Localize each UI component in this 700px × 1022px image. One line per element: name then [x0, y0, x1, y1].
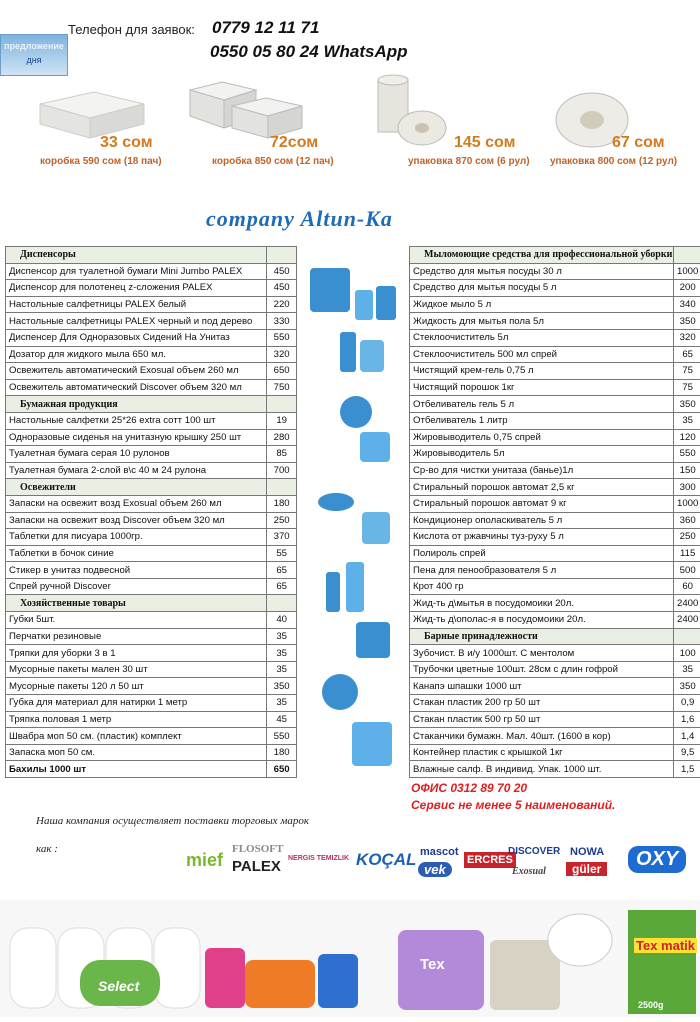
item-name: Настольные салфетницы PALEX черный и под дерево — [6, 313, 267, 330]
table-row — [6, 628, 297, 645]
table-row — [410, 462, 700, 479]
item-name: Ср-во для чистки унитаза (банье)1л — [410, 462, 674, 479]
footer-brand-select: Select — [98, 978, 139, 994]
table-row — [410, 396, 700, 413]
table-row — [410, 612, 700, 629]
item-name: Жировыводитель 5л — [410, 446, 674, 463]
brands-kak: как : — [36, 843, 58, 855]
paper-roll-image — [372, 72, 452, 148]
item-name: Пена для пенообразователя 5 л — [410, 562, 674, 579]
item-price: 300 — [674, 479, 700, 496]
table-row — [410, 529, 700, 546]
item-name: Освежитель автоматический Exosual объем 260 мл — [6, 363, 267, 380]
item-price: 350 — [674, 396, 700, 413]
item-name: Стеклоочиститель 500 мл спрей — [410, 346, 674, 363]
item-name: Губки 5шт. — [6, 612, 267, 629]
table-row — [6, 329, 297, 346]
item-price: 150 — [674, 462, 700, 479]
table-row — [6, 429, 297, 446]
item-price: 280 — [267, 429, 297, 446]
item-price: 35 — [674, 661, 700, 678]
item-name: Канапэ шпашки 1000 шт — [410, 678, 674, 695]
office-phone: ОФИС 0312 89 70 20 — [411, 781, 527, 795]
item-name: Туалетная бумага 2-слой в\с 40 м 24 рулона — [6, 462, 267, 479]
brand-flosoft: FLOSOFT — [232, 843, 283, 855]
item-name: Настольные салфетницы PALEX белый — [6, 296, 267, 313]
table-row — [6, 280, 297, 297]
item-name: Диспенсер Для Одноразовых Сидений На Унитаз — [6, 329, 267, 346]
section-header — [6, 595, 297, 612]
item-name: Крот 400 гр — [410, 578, 674, 595]
footer-brand-tex: Tex — [420, 956, 445, 973]
brand-oxy: OXY — [628, 846, 686, 873]
item-price: 350 — [674, 678, 700, 695]
item-name: Мусорные пакеты 120 л 50 шт — [6, 678, 267, 695]
table-row — [410, 329, 700, 346]
item-price: 65 — [267, 578, 297, 595]
right-price-table — [409, 246, 700, 778]
item-name: Диспенсор для полотенец z-сложения PALEX — [6, 280, 267, 297]
table-row — [6, 379, 297, 396]
item-price: 360 — [674, 512, 700, 529]
item-name: Жид-ть д\ополас-я в посудомоики 20л. — [410, 612, 674, 629]
item-name: Настольные салфетки 25*26 extra сотт 100 шт — [6, 412, 267, 429]
brand-mief: mief — [186, 850, 223, 871]
left-price-table — [5, 246, 297, 778]
table-row — [410, 280, 700, 297]
table-row — [410, 711, 700, 728]
item-name: Диспенсор для туалетной бумаги Mini Jumbo PALEX — [6, 263, 267, 280]
table-row — [410, 446, 700, 463]
item-name: Стакан пластик 500 гр 50 шт — [410, 711, 674, 728]
cleaning-supplies-icons — [300, 262, 406, 782]
table-row — [410, 263, 700, 280]
item-price: 1,6 — [674, 711, 700, 728]
product-4-price: 67 сом — [612, 134, 665, 152]
table-row — [410, 495, 700, 512]
item-name: Стиральный порошок автомат 2,5 кг — [410, 479, 674, 496]
item-name: Жидкое мыло 5 л — [410, 296, 674, 313]
table-row — [410, 479, 700, 496]
brand-kocal: KOÇAL — [356, 850, 416, 870]
item-name: Стаканчики бумажн. Мал. 40шт. (1600 в кор) — [410, 728, 674, 745]
item-price: 700 — [267, 462, 297, 479]
item-price: 370 — [267, 529, 297, 546]
item-name: Тряпки для уборки 3 в 1 — [6, 645, 267, 662]
section-price-empty — [674, 628, 700, 645]
item-price: 550 — [267, 329, 297, 346]
section-price-empty — [267, 247, 297, 264]
brand-mascot: mascot — [420, 846, 459, 858]
table-row — [410, 562, 700, 579]
brand-palex: PALEX — [232, 858, 281, 875]
section-title: Барные принадлежности — [410, 628, 674, 645]
item-name: Зубочист. В и/у 1000шт. С ментолом — [410, 645, 674, 662]
product-1-note: коробка 590 сом (18 пач) — [40, 156, 162, 167]
item-price: 19 — [267, 412, 297, 429]
table-row — [6, 678, 297, 695]
item-price: 330 — [267, 313, 297, 330]
table-row — [410, 346, 700, 363]
table-row — [6, 412, 297, 429]
table-row — [410, 645, 700, 662]
item-price: 35 — [267, 661, 297, 678]
item-name: Жид-ть д\мытья в посудомоики 20л. — [410, 595, 674, 612]
item-name: Таблетки в бочок синие — [6, 545, 267, 562]
item-price: 45 — [267, 711, 297, 728]
item-name: Влажные салф. В индивид. Упак. 1000 шт. — [410, 761, 674, 778]
item-price: 75 — [674, 363, 700, 380]
item-name: Кислота от ржавчины туз-руху 5 л — [410, 529, 674, 546]
footer-products-illustration — [0, 900, 700, 1017]
phone-number-2: 0550 05 80 24 WhatsApp — [210, 42, 407, 62]
table-row — [410, 578, 700, 595]
table-row — [6, 446, 297, 463]
table-row — [6, 462, 297, 479]
item-name: Швабра моп 50 см. (пластик) комплект — [6, 728, 267, 745]
item-price: 60 — [674, 578, 700, 595]
item-name: Дозатор для жидкого мыла 650 мл. — [6, 346, 267, 363]
table-row — [410, 661, 700, 678]
item-price: 220 — [267, 296, 297, 313]
table-row — [6, 263, 297, 280]
item-name: Жидкость для мытья пола 5л — [410, 313, 674, 330]
item-price: 450 — [267, 263, 297, 280]
item-price: 250 — [267, 512, 297, 529]
section-header — [6, 247, 297, 264]
section-title: Мыломоющие средства для профессиональной уборки — [410, 247, 674, 264]
item-price: 350 — [267, 678, 297, 695]
item-name: Освежитель автоматический Discover объем 320 мл — [6, 379, 267, 396]
item-price: 550 — [674, 446, 700, 463]
product-1-price: 33 сом — [100, 134, 153, 152]
table-row — [6, 761, 297, 778]
table-row — [6, 346, 297, 363]
table-row — [410, 728, 700, 745]
product-illustrations — [300, 262, 406, 782]
table-row — [410, 595, 700, 612]
product-3-note: упаковка 870 сом (6 рул) — [408, 156, 530, 167]
brand-exosual: Exosual — [512, 866, 546, 877]
item-price: 650 — [267, 363, 297, 380]
item-price: 450 — [267, 280, 297, 297]
table-row — [6, 695, 297, 712]
item-price: 85 — [267, 446, 297, 463]
table-row — [410, 429, 700, 446]
item-price: 250 — [674, 529, 700, 546]
item-price: 0,9 — [674, 695, 700, 712]
section-header — [410, 628, 700, 645]
brands-intro: Наша компания осуществляет поставки торговых марок — [36, 815, 309, 827]
item-price: 2400 — [674, 612, 700, 629]
product-napkins — [32, 82, 152, 142]
section-price-empty — [267, 595, 297, 612]
item-price: 1000 — [674, 263, 700, 280]
table-row — [6, 661, 297, 678]
table-row — [410, 678, 700, 695]
item-name: Бахилы 1000 шт — [6, 761, 267, 778]
item-price: 320 — [674, 329, 700, 346]
item-name: Таблетки для писуара 1000гр. — [6, 529, 267, 546]
section-price-empty — [267, 396, 297, 413]
table-row — [6, 545, 297, 562]
item-name: Туалетная бумага серая 10 рулонов — [6, 446, 267, 463]
item-price: 180 — [267, 744, 297, 761]
brand-vek: vek — [418, 862, 452, 877]
section-title: Диспенсоры — [6, 247, 267, 264]
table-row — [6, 495, 297, 512]
item-price: 35 — [267, 645, 297, 662]
item-name: Чистящий порошок 1кг — [410, 379, 674, 396]
item-price: 550 — [267, 728, 297, 745]
item-name: Спрей ручной Discover — [6, 578, 267, 595]
item-price: 650 — [267, 761, 297, 778]
badge-line2: дня — [1, 53, 67, 67]
table-row — [6, 562, 297, 579]
table-row — [410, 744, 700, 761]
table-row — [6, 296, 297, 313]
item-name: Отбеливатель гель 5 л — [410, 396, 674, 413]
item-name: Тряпка половая 1 метр — [6, 711, 267, 728]
section-title: Бумажная продукция — [6, 396, 267, 413]
item-name: Губка для материал для натирки 1 метр — [6, 695, 267, 712]
table-row — [6, 363, 297, 380]
item-price: 115 — [674, 545, 700, 562]
product-4-note: упаковка 800 сом (12 рул) — [550, 156, 677, 167]
item-price: 340 — [674, 296, 700, 313]
item-name: Стиральный порошок автомат 9 кг — [410, 495, 674, 512]
table-row — [6, 744, 297, 761]
item-name: Средство для мытья посуды 5 л — [410, 280, 674, 297]
table-row — [410, 512, 700, 529]
item-name: Стакан пластик 200 гр 50 шт — [410, 695, 674, 712]
section-header — [6, 396, 297, 413]
product-2-price: 72сом — [270, 134, 318, 152]
table-row — [410, 761, 700, 778]
footer-products-image — [0, 900, 700, 1017]
item-name: Перчатки резиновые — [6, 628, 267, 645]
item-price: 350 — [674, 313, 700, 330]
item-price: 55 — [267, 545, 297, 562]
item-name: Мусорные пакеты мален 30 шт — [6, 661, 267, 678]
item-price: 65 — [267, 562, 297, 579]
brand-guler: güler — [566, 862, 607, 876]
table-row — [410, 296, 700, 313]
section-price-empty — [674, 247, 700, 264]
item-price: 1,5 — [674, 761, 700, 778]
item-price: 65 — [674, 346, 700, 363]
item-price: 100 — [674, 645, 700, 662]
item-name: Средство для мытья посуды 30 л — [410, 263, 674, 280]
table-row — [410, 363, 700, 380]
table-row — [6, 711, 297, 728]
product-2-note: коробка 850 сом (12 пач) — [212, 156, 334, 167]
item-name: Отбеливатель 1 литр — [410, 412, 674, 429]
brand-discover: DISCOVER — [508, 846, 560, 857]
table-row — [6, 578, 297, 595]
footer-weight: 2500g — [638, 1000, 664, 1010]
table-row — [6, 512, 297, 529]
item-price: 320 — [267, 346, 297, 363]
table-row — [410, 313, 700, 330]
phone-label: Телефон для заявок: — [68, 22, 195, 37]
item-price: 35 — [267, 695, 297, 712]
service-note: Сервис не менее 5 наименований. — [411, 798, 615, 812]
company-name: company Altun-Ka — [206, 206, 393, 232]
item-price: 200 — [674, 280, 700, 297]
item-price: 120 — [674, 429, 700, 446]
brand-ercres: ERCRES — [464, 852, 516, 868]
item-name: Трубочки цветные 100шт. 28см с длин гофрой — [410, 661, 674, 678]
item-name: Запаска моп 50 см. — [6, 744, 267, 761]
table-row — [6, 612, 297, 629]
section-title: Освежители — [6, 479, 267, 496]
item-price: 35 — [267, 628, 297, 645]
section-price-empty — [267, 479, 297, 496]
item-price: 35 — [674, 412, 700, 429]
section-header — [410, 247, 700, 264]
item-price: 2400 — [674, 595, 700, 612]
item-price: 9,5 — [674, 744, 700, 761]
item-name: Стикер в унитаз подвесной — [6, 562, 267, 579]
item-price: 1000 — [674, 495, 700, 512]
item-name: Стеклоочиститель 5л — [410, 329, 674, 346]
brand-nowa: NOWA — [570, 846, 604, 858]
item-price: 75 — [674, 379, 700, 396]
item-price: 500 — [674, 562, 700, 579]
item-name: Чистящий крем-гель 0,75 л — [410, 363, 674, 380]
section-title: Хозяйственные товары — [6, 595, 267, 612]
badge-line1: предложение — [1, 39, 67, 53]
table-row — [410, 412, 700, 429]
item-name: Жировыводитель 0,75 спрей — [410, 429, 674, 446]
table-row — [6, 529, 297, 546]
table-row — [410, 695, 700, 712]
phone-number-1: 0779 12 11 71 — [212, 18, 319, 38]
item-name: Запаски на освежит возд Discover объем 320 мл — [6, 512, 267, 529]
table-row — [410, 545, 700, 562]
item-price: 750 — [267, 379, 297, 396]
item-name: Кондиционер ополаскиватель 5 л — [410, 512, 674, 529]
item-price: 180 — [267, 495, 297, 512]
napkin-stack-image — [32, 82, 152, 142]
item-name: Запаски на освежит возд Exosual объем 260 мл — [6, 495, 267, 512]
table-row — [6, 313, 297, 330]
item-name: Полироль спрей — [410, 545, 674, 562]
footer-brand-tex-matik: Tex matik — [634, 938, 697, 953]
item-price: 1,4 — [674, 728, 700, 745]
brand-nergis: NERGIS TEMIZLIK — [288, 855, 349, 862]
product-rolls — [372, 72, 452, 148]
table-row — [6, 645, 297, 662]
product-3-price: 145 сом — [454, 134, 515, 152]
item-name: Контейнер пластик с крышкой 1кг — [410, 744, 674, 761]
offer-of-the-day-badge — [0, 34, 68, 76]
item-price: 40 — [267, 612, 297, 629]
section-header — [6, 479, 297, 496]
item-name: Одноразовые сиденья на унитазную крышку 250 шт — [6, 429, 267, 446]
table-row — [410, 379, 700, 396]
table-row — [6, 728, 297, 745]
